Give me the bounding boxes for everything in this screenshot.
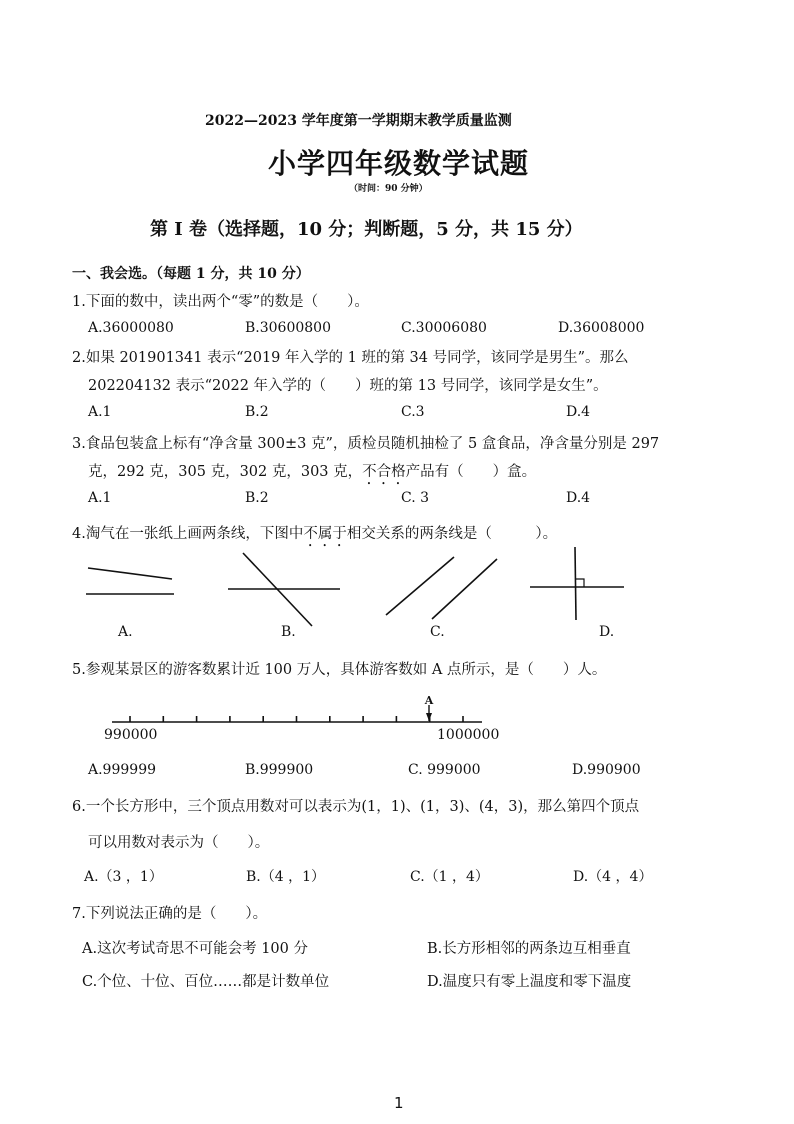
figure-label-c: C. (430, 624, 445, 640)
question-1-stem: 1.下面的数中，读出两个“零”的数是（ ）。 (72, 294, 369, 310)
figure-label-b: B. (281, 624, 296, 640)
q4-stem-post: 相交关系的两条线是（ ）。 (346, 526, 558, 542)
q2-option-d: D.4 (566, 404, 591, 420)
q2-option-c: C.3 (401, 404, 425, 420)
q3-option-c: C. 3 (401, 490, 430, 506)
q2-option-a: A.1 (88, 404, 112, 420)
q3-option-a: A.1 (88, 490, 112, 506)
time-note: （时间：90 分钟） (349, 184, 428, 194)
page-title: 小学四年级数学试题 (268, 147, 530, 180)
q4-stem-pre: 4.淘气在一张纸上画两条线，下图中 (72, 526, 304, 542)
q5-option-b: B.999900 (245, 762, 314, 778)
question-2-stem-line1: 2.如果 201901341 表示“2019 年入学的 1 班的第 34 号同学，该同学是男生”。那么 (72, 350, 629, 366)
q7-option-a: A.这次考试奇思不可能会考 100 分 (82, 941, 308, 957)
section-heading: 一、我会选。（每题 1 分，共 10 分） (72, 266, 310, 282)
q5-option-a: A.999999 (88, 762, 157, 778)
figure-label-a: A. (118, 624, 133, 640)
q3-option-b: B.2 (245, 490, 269, 506)
question-6-stem-line2: 可以用数对表示为（ ）。 (88, 835, 270, 851)
q2-option-b: B.2 (245, 404, 269, 420)
question-6-stem-line1: 6.一个长方形中，三个顶点用数对可以表示为(1，1)、(1，3)、(4，3)，那么第四个顶点 (72, 799, 640, 815)
q5-option-d: D.990900 (572, 762, 641, 778)
question-7-stem: 7.下列说法正确的是（ ）。 (72, 906, 268, 922)
exam-line: 2022—2023 学年度第一学期期末教学质量监测 (205, 113, 512, 129)
q6-option-d: D.（4 ，4） (573, 869, 653, 885)
q7-option-d: D.温度只有零上温度和零下温度 (427, 974, 632, 990)
q1-option-c: C.30006080 (401, 320, 487, 336)
figure-label-d: D. (599, 624, 615, 640)
question-2-stem-line2: 202204132 表示“2022 年入学的（ ）班的第 13 号同学，该同学是女生”。 (88, 378, 608, 394)
q1-option-b: B.30600800 (245, 320, 331, 336)
q3-stem-post: 产品有（ ）盒。 (405, 464, 537, 480)
q3-emphasis: 不合格 (362, 464, 406, 480)
q3-stem-pre: 克，292 克，305 克，302 克，303 克， (88, 464, 363, 480)
q7-option-b: B.长方形相邻的两条边互相垂直 (427, 941, 631, 957)
part-title: 第 I 卷（选择题，10 分；判断题，5 分，共 15 分） (150, 219, 583, 240)
q4-emphasis: 不属于 (303, 526, 347, 542)
question-5-stem: 5.参观某景区的游客数累计近 100 万人，具体游客数如 A 点所示，是（ ）人。 (72, 662, 607, 678)
number-line-left-label: 990000 (104, 727, 158, 743)
q6-option-a: A.（3 ，1） (84, 869, 163, 885)
q7-option-c: C.个位、十位、百位……都是计数单位 (82, 974, 330, 990)
point-a-label: A (424, 694, 434, 707)
q6-option-c: C.（1 ，4） (410, 869, 489, 885)
number-line-right-label: 1000000 (437, 727, 500, 743)
point-a-arrowhead (426, 713, 432, 721)
q3-option-d: D.4 (566, 490, 591, 506)
q5-option-c: C. 999000 (408, 762, 481, 778)
q1-option-a: A.36000080 (88, 320, 174, 336)
q6-option-b: B.（4 ，1） (246, 869, 326, 885)
page-number: 1 (394, 1094, 404, 1112)
question-3-stem-line1: 3.食品包装盒上标有“净含量 300±3 克”，质检员随机抽检了 5 盒食品，净含量分别是 297 (72, 436, 660, 452)
q1-option-d: D.36008000 (558, 320, 645, 336)
